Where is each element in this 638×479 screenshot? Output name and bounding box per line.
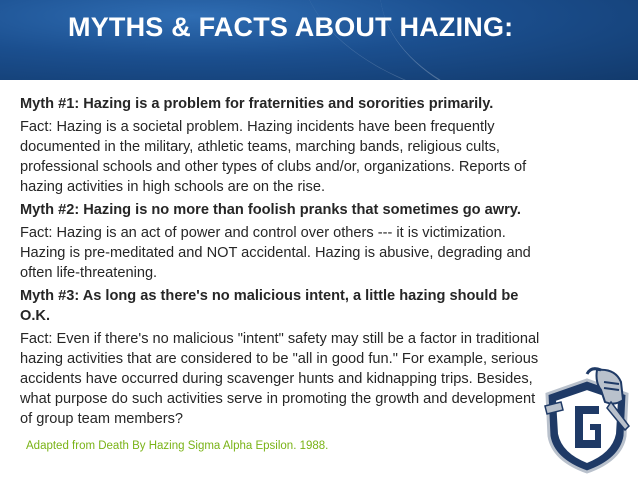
fact-line: what purpose do such activities serve in promoting the growth and development [20, 391, 536, 407]
myth-line: Myth #1: Hazing is a problem for fraternities and sororities primarily. [20, 96, 494, 112]
fact-line: Fact: Hazing is an act of power and control over others --- it is victimization. [20, 225, 506, 241]
myth-line: Myth #3: As long as there's no malicious intent, a little hazing should be [20, 288, 519, 304]
myth-2 [20, 200, 594, 220]
myth-3 [20, 286, 594, 326]
fact-line: Fact: Even if there's no malicious "intent" safety may still be a factor in traditional [20, 331, 540, 347]
fact-line: hazing activities that are considered to be "all in good fun." For example, serious [20, 351, 539, 367]
myth-line: O.K. [20, 308, 50, 324]
fact-3 [20, 329, 594, 429]
fact-line: accidents have occurred during scavenger hunts and kidnapping trips. Besides, [20, 371, 533, 387]
myth-line: Myth #2: Hazing is no more than foolish pranks that sometimes go awry. [20, 202, 521, 218]
fact-line: hazing activities in high schools are on the rise. [20, 179, 326, 195]
myth-1 [20, 94, 594, 114]
fact-line: Hazing is pre-meditated and NOT accidental. Hazing is abusive, degrading and [20, 245, 531, 261]
source-credit: Adapted from Death By Hazing Sigma Alpha Epsilon. 1988. [26, 440, 329, 452]
fact-line: professional schools and other types of clubs and/or, organizations. Reports of [20, 159, 527, 175]
knight-shield-logo-icon [541, 366, 633, 474]
myths-facts-list [20, 94, 594, 432]
header-banner [0, 0, 638, 80]
fact-1 [20, 117, 594, 197]
fact-line: often life-threatening. [20, 265, 158, 281]
fact-line: documented in the military, athletic teams, marching bands, religious cults, [20, 139, 500, 155]
fact-line: of group team members? [20, 411, 184, 427]
fact-2 [20, 223, 594, 283]
fact-line: Fact: Hazing is a societal problem. Hazing incidents have been frequently [20, 119, 495, 135]
page-title: MYTHS & FACTS ABOUT HAZING: [68, 12, 514, 42]
